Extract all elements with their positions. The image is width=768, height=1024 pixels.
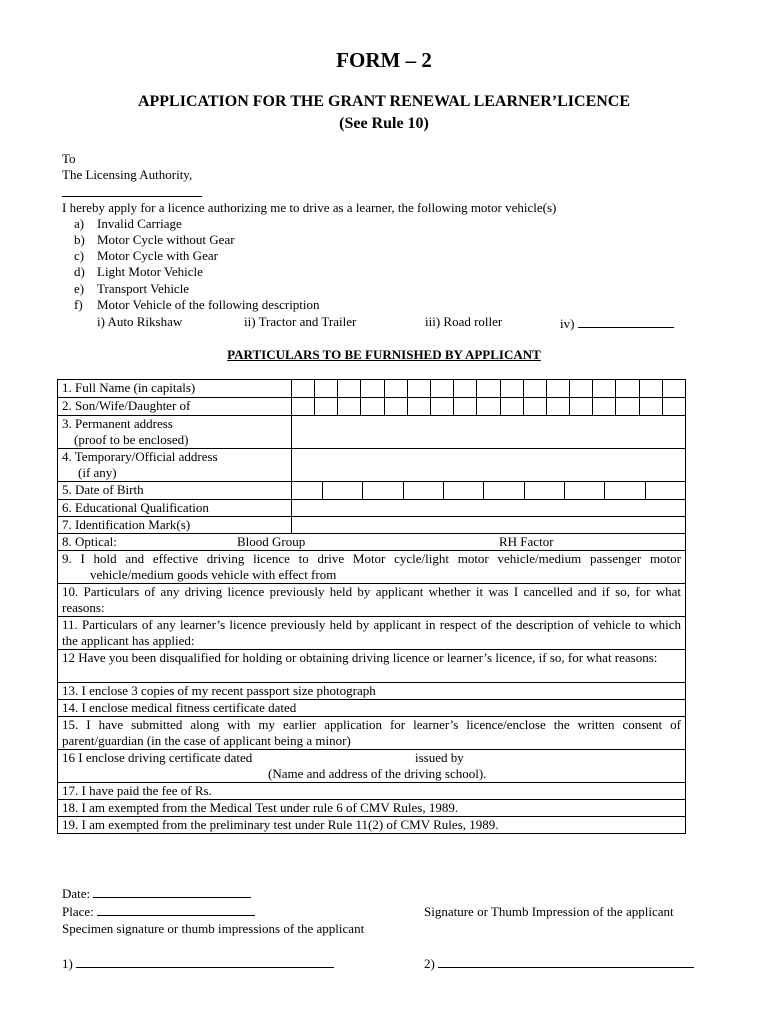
application-title: APPLICATION FOR THE GRANT RENEWAL LEARNER’LICENCE <box>137 93 631 110</box>
temporary-address-label: 4. Temporary/Official address (if any) <box>58 449 292 482</box>
specimen-signature-2[interactable]: 2) <box>424 956 694 972</box>
education-label: 6. Educational Qualification <box>58 500 292 517</box>
sub-option-other[interactable]: iv) <box>560 314 674 332</box>
table-row <box>58 551 686 584</box>
place-field[interactable]: Place: <box>62 904 255 920</box>
permanent-address-label: 3. Permanent address (proof to be enclosed) <box>58 416 292 449</box>
table-row <box>58 683 686 700</box>
row-10[interactable]: 10. Particulars of any driving licence previously held by applicant whether it was I cancelled and if so, for what reasons: <box>58 584 686 617</box>
row-12[interactable]: 12 Have you been disqualified for holding or obtaining driving licence or learner’s licence, if so, for what reasons: <box>58 650 686 683</box>
table-row <box>58 416 686 449</box>
row-11[interactable]: 11. Particulars of any learner’s licence previously held by applicant in respect of the description of vehicle to which the applicant has applied: <box>58 617 686 650</box>
blood-group-label: Blood Group <box>237 534 306 549</box>
specimen-label: Specimen signature or thumb impressions of the applicant <box>62 921 365 936</box>
dob-label: 5. Date of Birth <box>58 482 292 500</box>
rule-reference: (See Rule 10) <box>339 115 429 132</box>
table-row <box>58 517 686 534</box>
vehicle-option-c[interactable]: c) Motor Cycle with Gear <box>74 248 218 263</box>
sub-option-auto-rikshaw[interactable]: i) Auto Rikshaw <box>97 314 183 329</box>
sub-option-tractor[interactable]: ii) Tractor and Trailer <box>244 314 357 329</box>
table-row <box>58 584 686 617</box>
row-14[interactable]: 14. I enclose medical fitness certificate dated <box>58 700 686 717</box>
table-row <box>58 700 686 717</box>
table-row <box>58 398 686 416</box>
table-row <box>58 380 686 398</box>
form-title: FORM – 2 <box>336 48 432 72</box>
row-16[interactable]: 16 I enclose driving certificate dated issued by (Name and address of the driving school). <box>58 750 686 783</box>
row-18[interactable]: 18. I am exempted from the Medical Test under rule 6 of CMV Rules, 1989. <box>58 800 686 817</box>
table-row <box>58 717 686 750</box>
table-row <box>58 617 686 650</box>
permanent-address-field[interactable] <box>292 416 686 449</box>
to-label: To <box>62 151 76 166</box>
intro-text: I hereby apply for a licence authorizing me to drive as a learner, the following motor vehicle(s) <box>62 200 557 215</box>
relation-boxes[interactable] <box>292 398 686 416</box>
temporary-address-field[interactable] <box>292 449 686 482</box>
table-row <box>58 650 686 683</box>
relation-label: 2. Son/Wife/Daughter of <box>58 398 292 416</box>
signature-label: Signature or Thumb Impression of the applicant <box>424 904 674 919</box>
row-13[interactable]: 13. I enclose 3 copies of my recent passport size photograph <box>58 683 686 700</box>
full-name-boxes[interactable] <box>292 380 686 398</box>
full-name-label: 1. Full Name (in capitals) <box>58 380 292 398</box>
date-field[interactable]: Date: <box>62 886 251 902</box>
optical-label: 8. Optical: <box>62 534 117 549</box>
sub-option-road-roller[interactable]: iii) Road roller <box>425 314 503 329</box>
id-mark-field[interactable] <box>292 517 686 534</box>
specimen-signature-1[interactable]: 1) <box>62 956 334 972</box>
rh-factor-label: RH Factor <box>499 534 554 549</box>
table-row <box>58 800 686 817</box>
vehicle-option-d[interactable]: d) Light Motor Vehicle <box>74 264 203 279</box>
vehicle-option-f[interactable]: f) Motor Vehicle of the following description <box>74 297 320 312</box>
table-row <box>58 534 686 551</box>
row-19[interactable]: 19. I am exempted from the preliminary test under Rule 11(2) of CMV Rules, 1989. <box>58 817 686 834</box>
authority-blank[interactable] <box>62 183 202 201</box>
row-15[interactable]: 15. I have submitted along with my earlier application for learner’s licence/enclose the written consent of parent/guardian (in the case of applicant being a minor) <box>58 717 686 750</box>
row-9[interactable]: 9. I hold and effective driving licence to drive Motor cycle/light motor vehicle/medium passenger motor vehicle/medium goods vehicle with effect from <box>58 551 686 584</box>
dob-boxes[interactable] <box>292 482 686 500</box>
table-row <box>58 482 686 500</box>
particulars-heading: PARTICULARS TO BE FURNISHED BY APPLICANT <box>227 347 541 362</box>
table-row <box>58 817 686 834</box>
optical-row[interactable] <box>58 534 686 551</box>
row-17[interactable]: 17. I have paid the fee of Rs. <box>58 783 686 800</box>
authority-label: The Licensing Authority, <box>62 167 193 182</box>
table-row <box>58 449 686 482</box>
table-row <box>58 783 686 800</box>
education-field[interactable] <box>292 500 686 517</box>
vehicle-option-a[interactable]: a) Invalid Carriage <box>74 216 182 231</box>
id-mark-label: 7. Identification Mark(s) <box>58 517 292 534</box>
vehicle-option-b[interactable]: b) Motor Cycle without Gear <box>74 232 235 247</box>
table-row <box>58 500 686 517</box>
particulars-table <box>57 379 686 834</box>
vehicle-option-e[interactable]: e) Transport Vehicle <box>74 281 190 296</box>
table-row <box>58 750 686 783</box>
